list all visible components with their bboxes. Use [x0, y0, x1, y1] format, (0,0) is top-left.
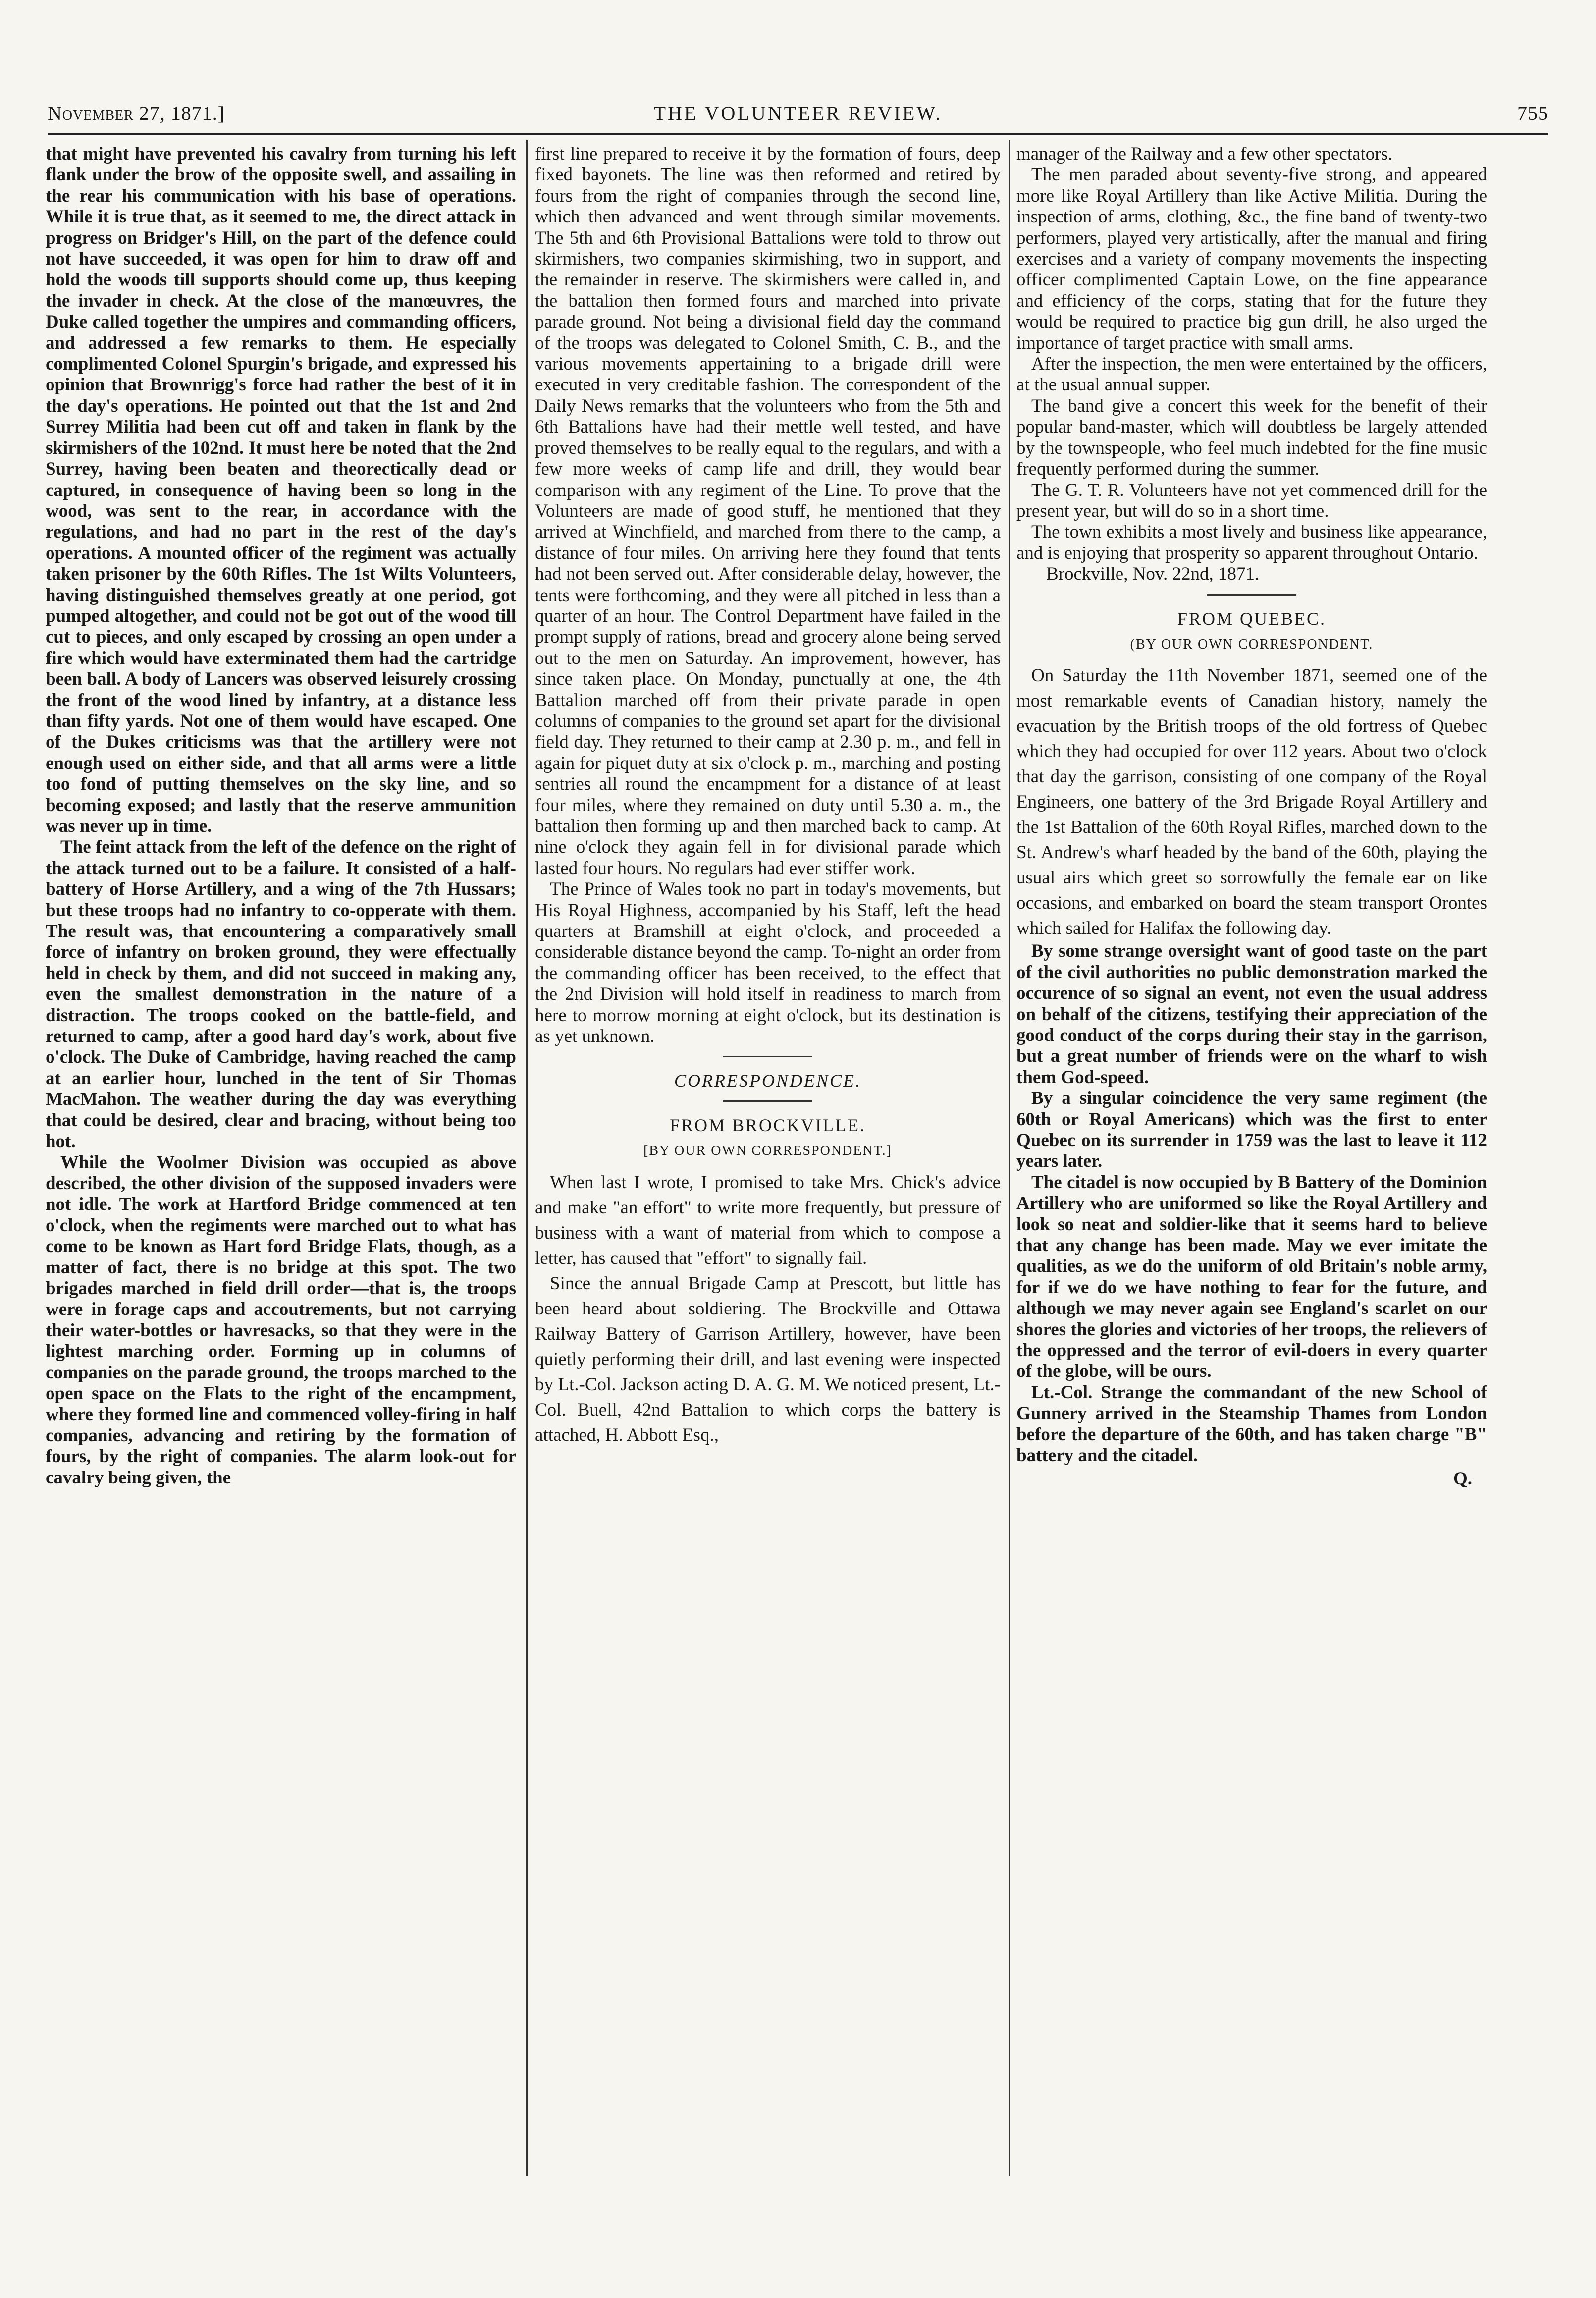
article-paragraph: manager of the Railway and a few other spectators. — [1016, 144, 1393, 164]
article-paragraph: The men paraded about seventy-five strong, and appeared more like Royal Artillery than like Active Militia. During the inspection of arms, clothing, &c., the fine band of twenty-two performers, played very artistically, after the manual and firing exercises and a variety of company movements the inspecting officer complimented Captain Lowe, on the fine appearance and efficiency of the corps, stating that for the future they would be required to practice big gun drill, he also urged the importance of target practice with small arms. — [1016, 164, 1487, 353]
article-paragraph: Lt.-Col. Strange the commandant of the new School of Gunnery arrived in the Steamship Thames from London before the departure of the 60th, and has taken charge "B" battery and the citadel. — [1016, 1382, 1487, 1466]
section-heading-correspondence: CORRESPONDENCE. — [674, 1071, 861, 1091]
article-paragraph: While the Woolmer Division was occupied as above described, the other division of the supposed invaders were not idle. The work at Hartford Bridge commenced at ten o'clock, when the regiments were marched out to what has come to be known as Hart ford Bridge Flats, though, as a matter of fact, there is no bridge at this spot. The two brigades marched in field drill order—that is, the troops were in forage caps and accoutrements, but not carrying their water-bottles or havresacks, so that they were in the lightest marching order. Forming up in columns of companies on the parade ground, the troops marched to the open space on the Flats to the right of the encampment, where they formed line and commenced volley-firing in half companies, advancing and retiring by the formation of fours, by the right of companies. The alarm look-out for cavalry being given, the — [46, 1152, 516, 1488]
dateline: Brockville, Nov. 22nd, 1871. — [1046, 564, 1260, 585]
quebec-article-intro — [1016, 663, 1487, 941]
brockville-article — [535, 1170, 1001, 1448]
column-3 — [1016, 144, 1487, 2170]
article-paragraph: The town exhibits a most lively and business like appearance, and is enjoying that prosperity so apparent throughout Ontario. — [1016, 522, 1487, 563]
byline: [BY OUR OWN CORRESPONDENT.] — [643, 1143, 892, 1159]
article-heading-quebec: FROM QUEBEC. — [1177, 608, 1327, 629]
article-paragraph: By a singular coincidence the very same regiment (the 60th or Royal Americans) which was the first to enter Quebec on its surrender in 1759 was the last to leave it 112 years later. — [1016, 1088, 1487, 1172]
column-2 — [535, 144, 1001, 2170]
column-divider — [1009, 140, 1010, 2176]
section-divider — [1207, 594, 1296, 596]
article-paragraph: The band give a concert this week for the benefit of their popular band-master, which will doubtless be largely attended by the townspeople, who feel much indebted for the fine music frequently performed during the summer. — [1016, 395, 1487, 480]
article-paragraph: On Saturday the 11th November 1871, seemed one of the most remarkable events of Canadian history, namely the evacuation by the British troops of the old fortress of Quebec which they had occupied for over 112 years. About two o'clock that day the garrison, consisting of one company of the Royal Engineers, one battery of the 3rd Brigade Royal Artillery and the 1st Battalion of the 60th Royal Rifles, marched down to the St. Andrew's wharf headed by the band of the 60th, playing the usual airs which greet so sorrowfully the female ear on like occasions, and embarked on board the steam transport Orontes which sailed for Halifax the following day. — [1016, 665, 1487, 939]
column-1 — [46, 144, 516, 2170]
article-paragraph: When last I wrote, I promised to take Mrs. Chick's advice and make "an effort" to write more frequently, but pressure of business with a want of material from which to compose a letter, has caused that "effort" to signally fail. — [535, 1172, 1001, 1268]
publication-title: THE VOLUNTEER REVIEW. — [653, 102, 943, 124]
article-paragraph: The G. T. R. Volunteers have not yet commenced drill for the present year, but will do so in a short time. — [1016, 480, 1487, 521]
issue-date: November 27, 1871.] — [48, 102, 225, 124]
article-paragraph: After the inspection, the men were entertained by the officers, at the usual annual supper. — [1016, 354, 1487, 395]
byline: (BY OUR OWN CORRESPONDENT. — [1130, 636, 1374, 652]
column-divider — [526, 140, 528, 2176]
section-divider — [723, 1056, 812, 1057]
article-paragraph: The citadel is now occupied by B Battery of the Dominion Artillery who are uniformed so like the Royal Artillery and look so neat and soldier-like that it seems hard to believe that any change has been made. May we ever imitate the qualities, as we do the uniform of old Britain's noble army, for if we do we have nothing to fear for the future, and although we may never again see England's scarlet on our shores the glories and victories of her troops, the relievers of the oppressed and the terror of evil-doers in every quarter of the globe, will be ours. — [1016, 1172, 1487, 1382]
article-paragraph: The Prince of Wales took no part in today's movements, but His Royal Highness, accompanied by his Staff, left the head quarters at Bramshill at eight o'clock, and proceeded a considerable distance beyond the camp. To-night an order from the commanding officer has been received, to the effect that the 2nd Division will hold itself in readiness to march from here to morrow morning at eight o'clock, but its destination is as yet unknown. — [535, 879, 1001, 1047]
header-rule — [48, 133, 1548, 135]
article-paragraph: The feint attack from the left of the defence on the right of the attack turned out to be a failure. It consisted of a half-battery of Horse Artillery, and a wing of the 7th Hussars; but these troops had no infantry to co-opperate with them. The result was, that encountering a comparatively small force of infantry on broken ground, they were effectually held in check by them, and did not succeed in making any, even the smallest demonstration in the nature of a distraction. The troops cooked on the battle-field, and returned to camp, after a good hard day's work, about five o'clock. The Duke of Cambridge, having reached the camp at an earlier hour, lunched in the tent of Sir Thomas MacMahon. The weather during the day was everything that could be desired, clear and bracing, without being too hot. — [46, 837, 516, 1152]
author-initial: Q. — [1453, 1468, 1472, 1489]
page-header — [48, 102, 1548, 131]
article-paragraph: first line prepared to receive it by the formation of fours, deep fixed bayonets. The line was then reformed and retired by fours from the right of companies through the second line, which then advanced and went through similar movements. The 5th and 6th Provisional Battalions were told to throw out skirmishers, two companies skirmishing, two in support, and the remainder in reserve. The skirmishers were called in, and the battalion then formed fours and marched into private parade ground. Not being a divisional field day the command of the troops was delegated to Colonel Smith, C. B., and the various movements appertaining to a brigade drill were executed in very creditable fashion. The correspondent of the Daily News remarks that the volunteers who from the 5th and 6th Battalions have had their mettle well tested, and have proved themselves to be really equal to the regulars, and with a few more weeks of camp life and drill, they would bear comparison with any regiment of the Line. To prove that the Volunteers are made of good stuff, he mentioned that they arrived at Winchfield, and marched from there to the camp, a distance of four miles. On arriving here they found that tents had not been served out. After considerable delay, however, the tents were forthcoming, and they were all pitched in less than a quarter of an hour. The Control Department have failed in the prompt supply of rations, bread and grocery alone being served out to the men on Saturday. An improvement, however, has since taken place. On Monday, punctually at one, the 4th Battalion marched off from their private parade in open columns of companies to the ground set apart for the divisional field day. They returned to their camp at 2.30 p. m., and fell in again for piquet duty at six o'clock p. m., marching and posting sentries all round the encampment for a distance of at least four miles, where they remained on duty until 5.30 a. m., the battalion then forming up and then marched back to camp. At nine o'clock they again fell in for divisional parade which lasted four hours. No regulars had ever stiffer work. — [535, 144, 1001, 878]
article-paragraph: that might have prevented his cavalry from turning his left flank under the brow of the opposite swell, and assailing in the rear his communication with his base of operations. While it is true that, as it seemed to me, the direct attack in progress on Bridger's Hill, on the part of the defence could not have succeeded, it was open for him to draw off and hold the woods till supports should come up, thus keeping the invader in check. At the close of the manœuvres, the Duke called together the umpires and commanding officers, and addressed a few remarks to them. He especially complimented Colonel Spurgin's brigade, and expressed his opinion that Brownrigg's force had rather the best of it in the day's operations. He pointed out that the 1st and 2nd Surrey Militia had been cut off and taken in flank by the skirmishers of the 102nd. It must here be noted that the 2nd Surrey, having been beaten and theorectically dead or captured, in consequence of having been so long in the wood, was sent to the rear, in accordance with the regulations, and had no part in the rest of the day's operations. A mounted officer of the regiment was actually taken prisoner by the 60th Rifles. The 1st Wilts Volunteers, having distinguished themselves greatly at one period, got pumped altogether, and could not be got out of the wood till cut to pieces, and only escaped by crossing an open under a fire which would have exterminated them had the cartridge been ball. A body of Lancers was observed leisurely crossing the front of the wood lined by infantry, at a distance less than fifty yards. Not one of them would have escaped. One of the Dukes criticisms was that the artillery were not enough used on either side, and that all arms were a little too fond of putting themselves on the sky line, and so becoming exposed; and lastly that the reserve ammunition was never up in time. — [46, 144, 516, 836]
article-heading-brockville: FROM BROCKVILLE. — [669, 1115, 866, 1135]
section-divider — [723, 1100, 812, 1102]
article-paragraph: By some strange oversight want of good taste on the part of the civil authorities no public demonstration marked the occurence of so signal an event, not even the usual address on behalf of the citizens, testifying their appreciation of the good conduct of the corps during their stay in the garrison, but a great number of friends were on the wharf to wish them God-speed. — [1016, 941, 1487, 1088]
page-number: 755 — [1517, 102, 1548, 124]
article-paragraph: Since the annual Brigade Camp at Prescott, but little has been heard about soldiering. The Brockville and Ottawa Railway Battery of Garrison Artillery, however, have been quietly performing their drill, and last evening were inspected by Lt.-Col. Jackson acting D. A. G. M. We noticed present, Lt.-Col. Buell, 42nd Battalion to which corps the battery is attached, H. Abbott Esq., — [535, 1273, 1001, 1445]
